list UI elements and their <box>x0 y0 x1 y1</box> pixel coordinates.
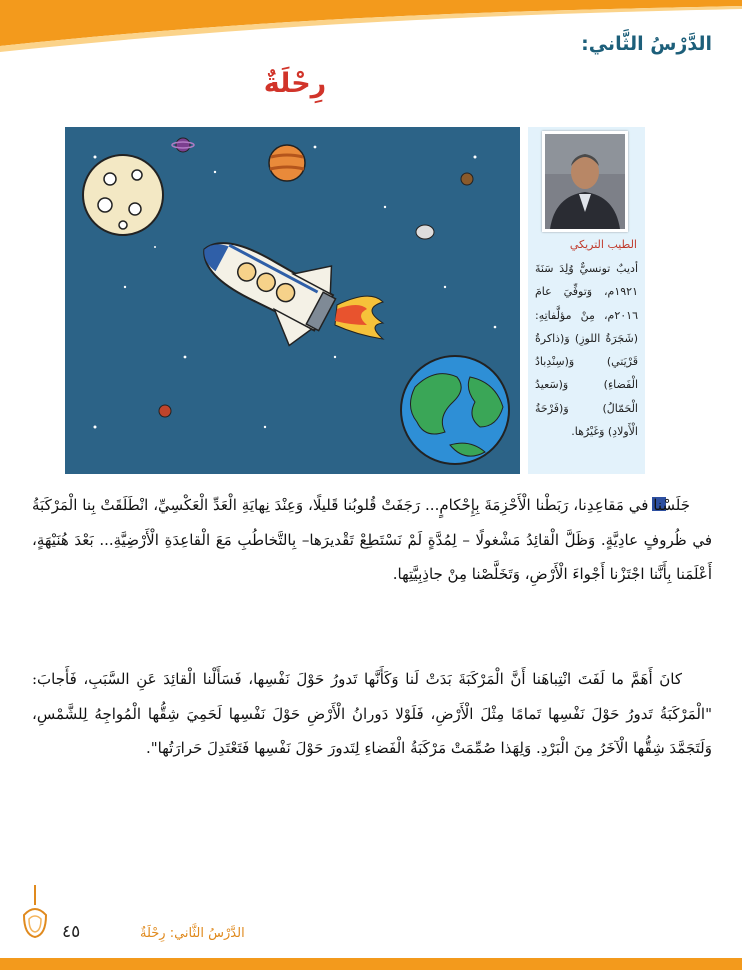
space-illustration <box>65 127 520 474</box>
footer-running-title: الدَّرْسُ الثَّاني: رِحْلَةٌ <box>140 926 245 941</box>
book-logo-icon <box>20 885 50 940</box>
lesson-label: الدَّرْسُ الثَّاني: <box>581 33 712 55</box>
lesson-title: رِحْلَةٌ <box>263 68 327 99</box>
author-bio: أديبٌ تونسيٌّ وُلِدَ سَنَةَ ١٩٢١م، وَتوفِّيَ عامَ ٢٠١٦م، مِنْ مؤلَّفاتِهِ: (شَجَرَةُ اللوزِ) وَ(ذاكرةُ قَرْيَتي) وَ(سِنْدِبادُ الْفَضاءِ) وَ(سَعيدُ الْحَمّالُ) وَ(فَرْحَةُ الْأَولادِ) وَغَيْرُها. <box>535 262 638 439</box>
page-number: ٤٥ <box>62 922 81 942</box>
paragraph-1: جَلَسْنا في مَقاعِدِنا، رَبَطْنا الْأَحْزِمَةَ بِإِحْكامٍ... رَجَفَتْ قُلوبُنا قَليلًا، وَعِنْدَ نِهايَةِ الْعَدِّ الْعَكْسِيِّ، انْطَلَقَتْ بِنا الْمَرْكَبَةُ في ظُروفٍ عادِيَّةٍ. وَظَلَّ الْقائِدُ مَشْغولًا – لِمُدَّةٍ لَمْ نَسْتَطِعْ تَقْديرَها– بِالتَّخاطُبِ مَعَ الْقاعِدَةِ الْأَرْضِيَّةِ... بَعْدَ هُنَيْهَةٍ، أَعْلَمَنا بِأَنَّنا اجْتَزْنا أَجْواءَ الْأَرْضِ، وَتَخَلَّصْنا مِنْ جاذِبِيَّتِها. <box>32 496 712 583</box>
footer-band <box>0 958 742 970</box>
author-box <box>528 127 645 474</box>
paragraph-2: كانَ أَهَمَّ ما لَفَتَ انْتِباهَنا أَنَّ الْمَرْكَبَةَ بَدَتْ لَنا وَكَأَنَّها تَدورُ حَوْلَ نَفْسِها، فَسَأَلْنا الْقائِدَ عَنِ السَّبَبِ، فَأَجابَ: "الْمَرْكَبَةُ تَدورُ حَوْلَ نَفْسِها تَمامًا مِثْلَ الْأَرْضِ، فَلَوْلا دَورانُ الْأَرْضِ حَوْلَ نَفْسِها لَحَمِيَ شِقُّها الْمُواجِهُ لِلشَّمْسِ، وَلَتَجَمَّدَ شِقُّها الْآخَرُ مِنَ الْبَرْدِ. وَلِهَذا صُمِّمَتْ مَرْكَبَةُ الْفَضاءِ لِتَدورَ حَوْلَ نَفْسِها فَتَعْتَدِلَ حَرارَتُها". <box>32 670 712 757</box>
author-photo <box>542 131 628 232</box>
author-name: الطيب التريكي <box>569 238 637 251</box>
